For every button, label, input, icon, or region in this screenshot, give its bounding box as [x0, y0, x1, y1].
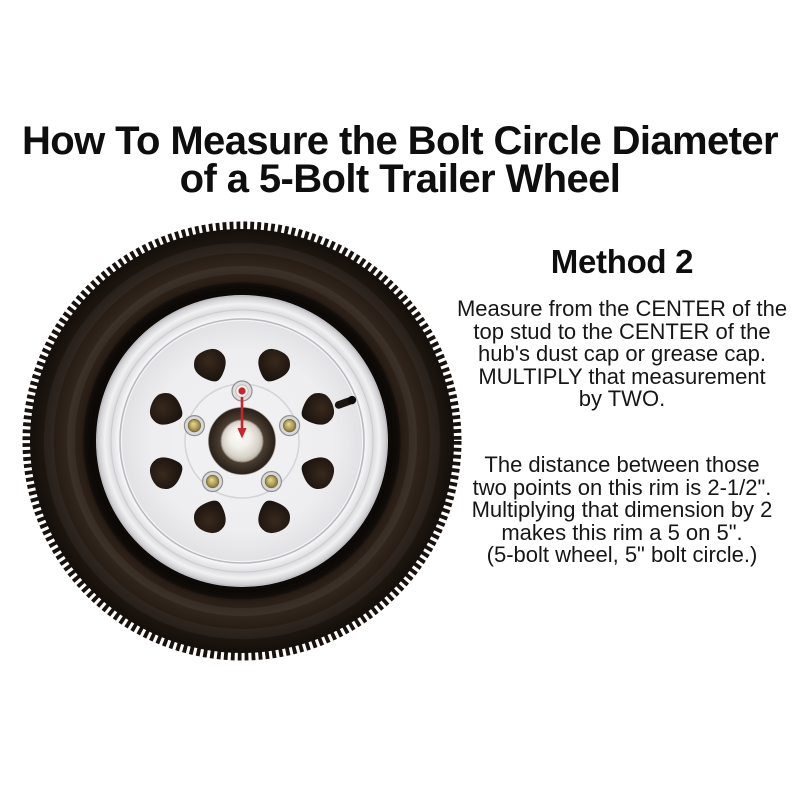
lug-nut — [261, 472, 281, 492]
title-line-2: of a 5-Bolt Trailer Wheel — [179, 157, 621, 201]
instruction-line: MULTIPLY that measurement — [478, 363, 766, 389]
lug-nut — [184, 416, 204, 436]
method-heading: Method 2 — [550, 243, 694, 280]
instruction-line: The distance between those — [484, 452, 760, 477]
instruction-line: two points on this rim is 2-1/2". — [472, 474, 772, 500]
instruction-line: top stud to the CENTER of the — [473, 318, 771, 344]
lug-nut — [203, 472, 223, 492]
wheel-photo — [20, 219, 464, 663]
instruction-paragraph-1 — [448, 298, 796, 411]
instruction-line: hub's dust cap or grease cap. — [478, 341, 766, 367]
instruction-line: makes this rim a 5 on 5". — [501, 519, 743, 545]
lug-nut — [280, 416, 300, 436]
instruction-line: by TWO. — [578, 386, 666, 412]
page-title — [0, 119, 800, 201]
instruction-line: Multiplying that dimension by 2 — [471, 497, 773, 523]
title-line-1: How To Measure the Bolt Circle Diameter — [21, 119, 779, 163]
instruction-line: (5-bolt wheel, 5" bolt circle.) — [486, 542, 758, 568]
stud-center-marker — [238, 387, 245, 394]
instruction-paragraph-2 — [448, 454, 796, 567]
instruction-line: Measure from the CENTER of the — [456, 296, 788, 321]
